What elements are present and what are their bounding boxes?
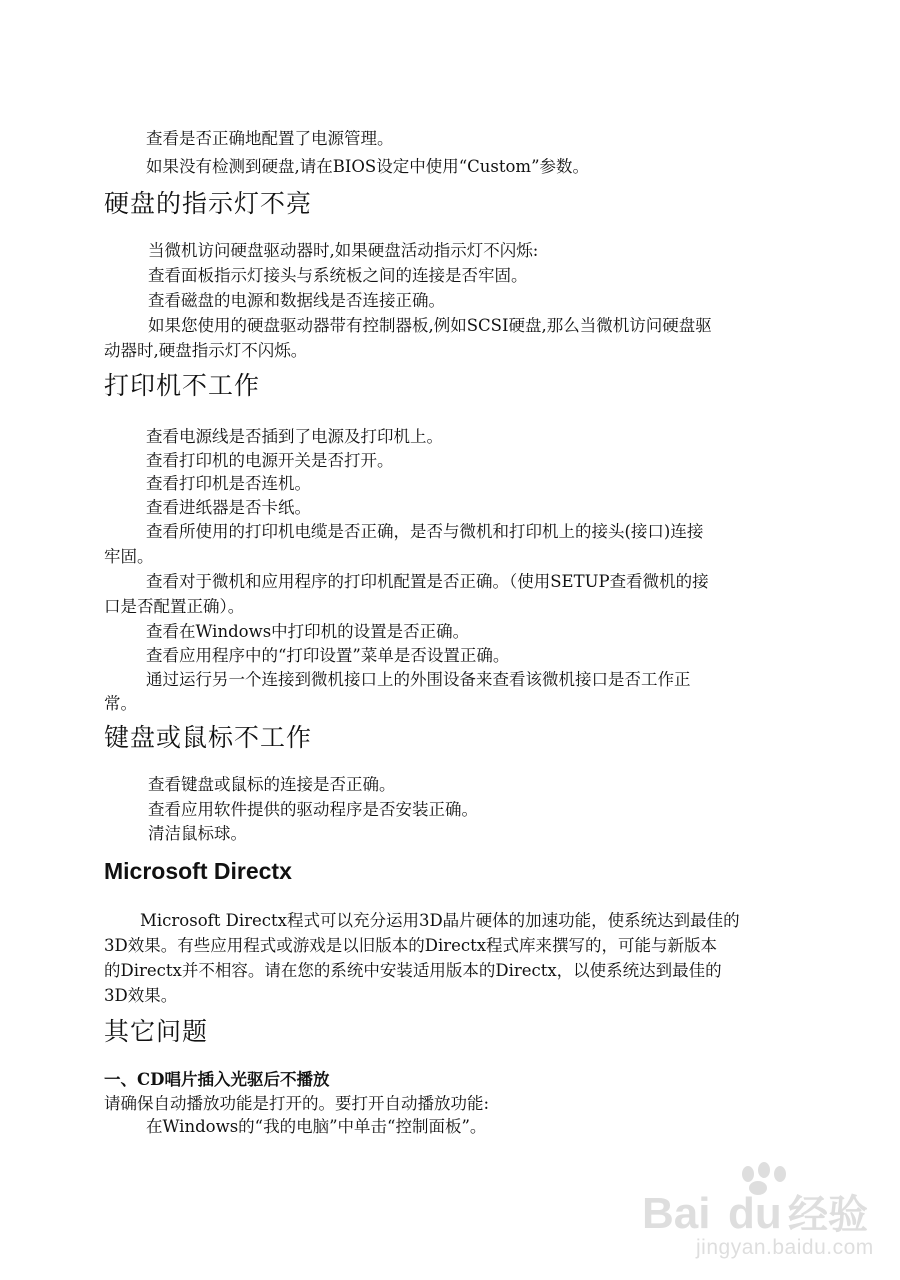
section-title-hdd-led: 硬盘的指示灯不亮	[104, 189, 313, 218]
directx-line-3: 的Directx并不相容。请在您的系统中安装适用版本的Directx，以使系统达到最佳的	[104, 961, 722, 980]
printer-line-4: 查看进纸器是否卡纸。	[146, 498, 311, 517]
svg-text:经验: 经验	[788, 1192, 868, 1238]
printer-line-9: 查看在Windows中打印机的设置是否正确。	[146, 622, 470, 641]
printer-line-8: 口是否配置正确）。	[104, 597, 245, 616]
watermark-url: jingyan.baidu.com	[696, 1236, 874, 1259]
section-title-other: 其它问题	[104, 1017, 209, 1046]
printer-line-1: 查看电源线是否插到了电源及打印机上。	[146, 427, 443, 446]
svg-text:du: du	[728, 1189, 782, 1238]
printer-line-5: 查看所使用的打印机电缆是否正确，是否与微机和打印机上的接头(接口)连接	[146, 522, 704, 541]
intro-line-2: 如果没有检测到硬盘,请在BIOS设定中使用“Custom”参数。	[146, 157, 590, 176]
hdd-led-line-5: 动器时,硬盘指示灯不闪烁。	[104, 341, 308, 360]
hdd-led-line-1: 当微机访问硬盘驱动器时,如果硬盘活动指示灯不闪烁:	[148, 241, 539, 260]
section-title-keyboard-mouse: 键盘或鼠标不工作	[104, 723, 313, 752]
baidu-jingyan-watermark	[640, 1140, 890, 1270]
other-line-2: 在Windows的“我的电脑”中单击“控制面板”。	[146, 1117, 487, 1136]
keyboard-line-1: 查看键盘或鼠标的连接是否正确。	[148, 775, 396, 794]
printer-line-7: 查看对于微机和应用程序的打印机配置是否正确。（使用SETUP查看微机的接	[146, 572, 709, 591]
printer-line-11: 通过运行另一个连接到微机接口上的外围设备来查看该微机接口是否工作正	[146, 670, 691, 689]
section-title-directx: Microsoft Directx	[104, 858, 292, 884]
printer-line-6: 牢固。	[104, 547, 154, 566]
printer-line-12: 常。	[104, 694, 137, 713]
section-title-printer: 打印机不工作	[104, 371, 261, 400]
other-line-1: 请确保自动播放功能是打开的。要打开自动播放功能:	[104, 1094, 490, 1113]
svg-text:Bai: Bai	[642, 1189, 711, 1238]
directx-line-4: 3D效果。	[104, 986, 178, 1005]
hdd-led-line-2: 查看面板指示灯接头与系统板之间的连接是否牢固。	[148, 266, 528, 285]
directx-line-2: 3D效果。有些应用程式或游戏是以旧版本的Directx程式库来撰写的，可能与新版本	[104, 936, 718, 955]
directx-line-1: Microsoft Directx程式可以充分运用3D晶片硬体的加速功能，使系统达到最佳的	[140, 911, 740, 930]
keyboard-line-2: 查看应用软件提供的驱动程序是否安装正确。	[148, 800, 478, 819]
intro-line-1: 查看是否正确地配置了电源管理。	[146, 129, 394, 148]
other-subheading: 一、CD唱片插入光驱后不播放	[104, 1070, 330, 1089]
baidu-paw-logo-icon	[640, 1162, 890, 1242]
printer-line-10: 查看应用程序中的“打印设置”菜单是否设置正确。	[146, 646, 510, 665]
hdd-led-line-3: 查看磁盘的电源和数据线是否连接正确。	[148, 291, 445, 310]
hdd-led-line-4: 如果您使用的硬盘驱动器带有控制器板,例如SCSI硬盘,那么当微机访问硬盘驱	[148, 316, 712, 335]
keyboard-line-3: 清洁鼠标球。	[148, 824, 247, 843]
printer-line-3: 查看打印机是否连机。	[146, 474, 311, 493]
printer-line-2: 查看打印机的电源开关是否打开。	[146, 451, 394, 470]
